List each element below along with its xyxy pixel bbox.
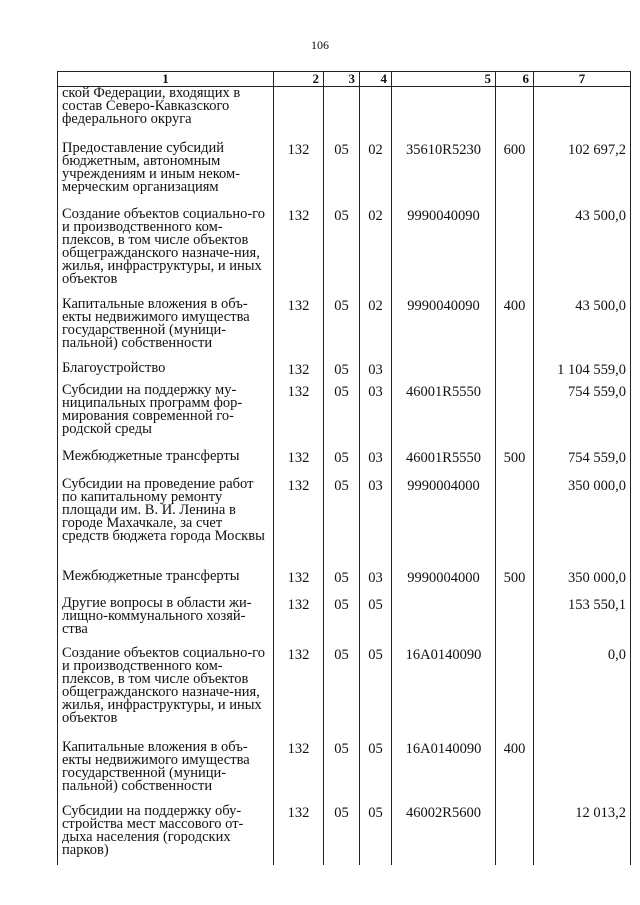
row-code-cell [274, 87, 324, 142]
row-section-cell: 05 [324, 741, 360, 805]
row-subsection-cell: 05 [360, 647, 392, 741]
row-name-cell: Субсидии на поддержку му-ниципальных программ фор-мирования современной го-родской среды [58, 384, 274, 450]
row-target-article-cell [392, 87, 496, 142]
row-expense-type-cell [496, 478, 534, 570]
table-row [58, 805, 631, 865]
row-amount-cell: 1 104 559,0 [534, 362, 631, 384]
row-amount-cell: 43 500,0 [534, 208, 631, 298]
row-expense-type-cell: 500 [496, 570, 534, 597]
row-name-cell: Субсидии на проведение работ по капитальному ремонту площади им. В. И. Ленина в городе Махачкале, за счет средств бюджета города Москвы [58, 478, 274, 570]
row-section-cell: 05 [324, 142, 360, 208]
row-subsection-cell: 03 [360, 478, 392, 570]
row-target-article-cell: 46001R5550 [392, 450, 496, 478]
table-row [58, 741, 631, 805]
column-header-3: 3 [324, 72, 360, 87]
row-section-cell: 05 [324, 450, 360, 478]
table-row [58, 647, 631, 741]
row-subsection-cell: 03 [360, 570, 392, 597]
table-row [58, 384, 631, 450]
row-target-article-cell: 35610R5230 [392, 142, 496, 208]
row-target-article-cell: 46001R5550 [392, 384, 496, 450]
row-expense-type-cell [496, 597, 534, 647]
row-subsection-cell: 03 [360, 384, 392, 450]
row-subsection-cell [360, 87, 392, 142]
row-section-cell: 05 [324, 805, 360, 865]
table-row [58, 362, 631, 384]
row-target-article-cell [392, 597, 496, 647]
row-subsection-cell: 02 [360, 142, 392, 208]
row-code-cell: 132 [274, 597, 324, 647]
row-expense-type-cell [496, 384, 534, 450]
row-name-cell: Субсидии на поддержку обу-стройства мест массового от-дыха населения (городских парков) [58, 805, 274, 865]
row-code-cell: 132 [274, 298, 324, 362]
row-name-cell: Создание объектов социально-го и производственного ком-плексов, в том числе объектов общегражданского назначе-ния, жилья, инфраструктуры, и иных объектов [58, 208, 274, 298]
row-section-cell: 05 [324, 478, 360, 570]
row-expense-type-cell: 600 [496, 142, 534, 208]
row-target-article-cell: 9990040090 [392, 208, 496, 298]
row-subsection-cell: 03 [360, 450, 392, 478]
row-section-cell: 05 [324, 384, 360, 450]
row-section-cell: 05 [324, 647, 360, 741]
page-number: 106 [311, 38, 329, 52]
row-subsection-cell: 05 [360, 741, 392, 805]
row-section-cell: 05 [324, 298, 360, 362]
row-target-article-cell: 9990004000 [392, 478, 496, 570]
row-subsection-cell: 03 [360, 362, 392, 384]
column-header-7: 7 [534, 72, 631, 87]
row-amount-cell: 350 000,0 [534, 570, 631, 597]
row-amount-cell: 43 500,0 [534, 298, 631, 362]
row-code-cell: 132 [274, 805, 324, 865]
budget-table [57, 71, 631, 865]
row-target-article-cell: 16А0140090 [392, 741, 496, 805]
row-section-cell: 05 [324, 570, 360, 597]
row-target-article-cell: 9990040090 [392, 298, 496, 362]
column-header-2: 2 [274, 72, 324, 87]
row-name-cell: Капитальные вложения в объ-екты недвижимого имущества государственной (муници-пальной) собственности [58, 741, 274, 805]
row-amount-cell: 102 697,2 [534, 142, 631, 208]
row-name-cell: Межбюджетные трансферты [58, 570, 274, 597]
table-row [58, 208, 631, 298]
row-name-cell: Межбюджетные трансферты [58, 450, 274, 478]
row-target-article-cell [392, 362, 496, 384]
row-expense-type-cell: 400 [496, 298, 534, 362]
row-expense-type-cell [496, 208, 534, 298]
table-row [58, 298, 631, 362]
row-expense-type-cell [496, 647, 534, 741]
row-code-cell: 132 [274, 450, 324, 478]
table-row [58, 478, 631, 570]
row-target-article-cell: 46002R5600 [392, 805, 496, 865]
row-amount-cell [534, 87, 631, 142]
row-expense-type-cell: 400 [496, 741, 534, 805]
row-code-cell: 132 [274, 570, 324, 597]
table-row [58, 142, 631, 208]
row-expense-type-cell [496, 805, 534, 865]
row-amount-cell: 12 013,2 [534, 805, 631, 865]
column-header-6: 6 [496, 72, 534, 87]
row-target-article-cell: 9990004000 [392, 570, 496, 597]
table-row [58, 597, 631, 647]
row-amount-cell: 754 559,0 [534, 450, 631, 478]
column-header-5: 5 [392, 72, 496, 87]
row-expense-type-cell: 500 [496, 450, 534, 478]
row-subsection-cell: 05 [360, 597, 392, 647]
row-subsection-cell: 02 [360, 208, 392, 298]
row-name-cell: Предоставление субсидий бюджетным, автономным учреждениям и иным неком-мерческим организациям [58, 142, 274, 208]
table-row [58, 570, 631, 597]
row-name-cell: Капитальные вложения в объ-екты недвижимого имущества государственной (муници-пальной) собственности [58, 298, 274, 362]
row-name-cell: ской Федерации, входящих в состав Северо-Кавказского федерального округа [58, 87, 274, 142]
row-amount-cell: 0,0 [534, 647, 631, 741]
row-name-cell: Создание объектов социально-го и производственного ком-плексов, в том числе объектов общегражданского назначе-ния, жилья, инфраструктуры, и иных объектов [58, 647, 274, 741]
row-code-cell: 132 [274, 362, 324, 384]
row-section-cell: 05 [324, 362, 360, 384]
row-expense-type-cell [496, 362, 534, 384]
row-section-cell: 05 [324, 597, 360, 647]
row-amount-cell: 754 559,0 [534, 384, 631, 450]
row-code-cell: 132 [274, 384, 324, 450]
row-code-cell: 132 [274, 478, 324, 570]
row-section-cell [324, 87, 360, 142]
row-amount-cell [534, 741, 631, 805]
row-target-article-cell: 16А0140090 [392, 647, 496, 741]
column-header-1: 1 [58, 72, 274, 87]
table-row [58, 87, 631, 142]
row-code-cell: 132 [274, 647, 324, 741]
row-amount-cell: 350 000,0 [534, 478, 631, 570]
row-name-cell: Другие вопросы в области жи-лищно-коммунального хозяй-ства [58, 597, 274, 647]
row-section-cell: 05 [324, 208, 360, 298]
row-subsection-cell: 02 [360, 298, 392, 362]
row-code-cell: 132 [274, 142, 324, 208]
row-code-cell: 132 [274, 741, 324, 805]
row-expense-type-cell [496, 87, 534, 142]
row-code-cell: 132 [274, 208, 324, 298]
column-header-4: 4 [360, 72, 392, 87]
table-row [58, 450, 631, 478]
row-subsection-cell: 05 [360, 805, 392, 865]
row-name-cell: Благоустройство [58, 362, 274, 384]
row-amount-cell: 153 550,1 [534, 597, 631, 647]
